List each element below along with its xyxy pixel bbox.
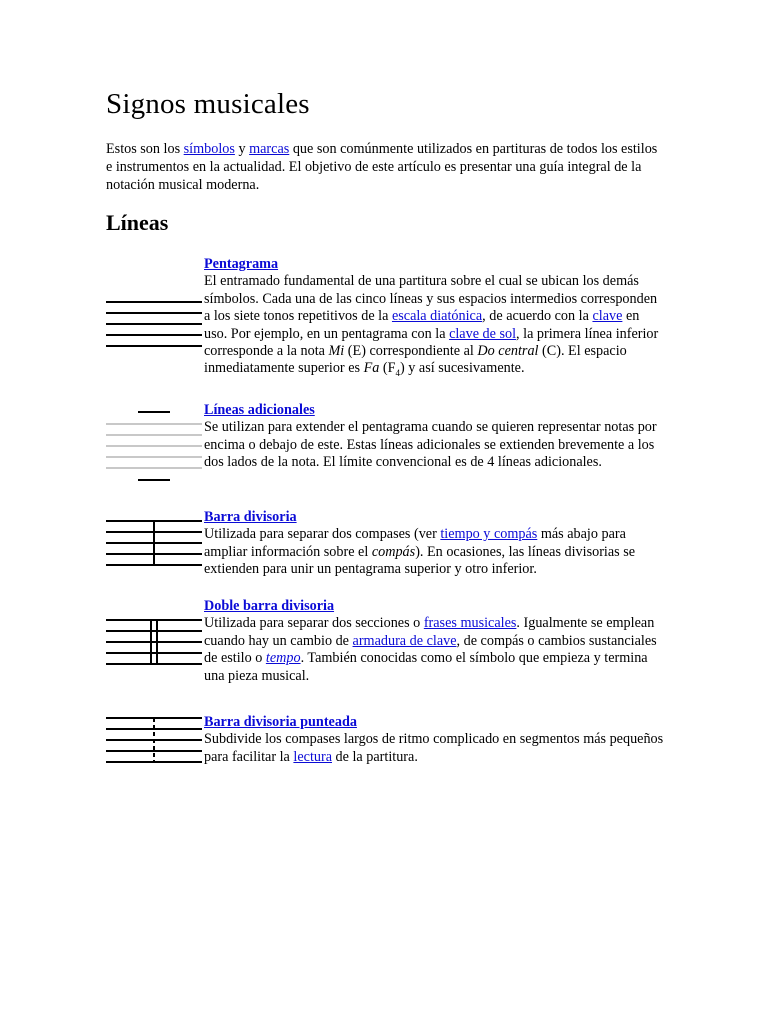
entry-text — [204, 256, 666, 383]
link-clave[interactable]: clave — [592, 308, 623, 325]
link-clave-de-sol[interactable]: clave de sol — [449, 325, 517, 342]
link-marcas[interactable]: marcas — [249, 141, 290, 157]
entry-text-part: . También conocidas como el símbolo que empieza y termina una pieza musical. — [204, 650, 648, 684]
entry-text-part: (C). El espacio inmediatamente superior es — [204, 343, 627, 377]
intro-paragraph — [106, 140, 666, 194]
entry-text — [204, 509, 666, 579]
entry-text-part: (F — [379, 360, 396, 377]
entry-text-part: más abajo para ampliar información sobre el — [204, 526, 626, 560]
entry-text-part: de la partitura. — [332, 748, 418, 765]
page-title: Signos musicales — [106, 88, 310, 120]
link-tempo[interactable]: tempo — [265, 650, 301, 667]
link-escala-diatonica[interactable]: escala diatónica — [391, 308, 483, 325]
entry-text-part: El entramado fundamental de una partitura sobre el cual se ubican los demás símbolos. Cada una de las cinco líneas y sus espacios intermedios corresponden a los siete tonos repetitivos de la — [204, 273, 658, 325]
dotted-barline-icon — [106, 717, 202, 765]
link-doble-barra-divisoria[interactable]: Doble barra divisoria — [204, 598, 335, 614]
link-frases-musicales[interactable]: frases musicales — [423, 615, 517, 632]
barline-icon — [106, 519, 202, 571]
entry-text-part: en uso. Por ejemplo, en un pentagrama con la — [204, 308, 640, 342]
entry-text — [204, 714, 666, 766]
link-pentagrama[interactable]: Pentagrama — [204, 256, 279, 272]
link-tiempo-y-compas[interactable]: tiempo y compás — [440, 526, 538, 543]
entry-text-part: Subdivide los compases largos de ritmo complicado en segmentos más pequeños para facilitar la — [204, 731, 664, 765]
link-barra-divisoria[interactable]: Barra divisoria — [204, 509, 297, 525]
entry-text-part: (E) correspondiente al — [344, 343, 478, 360]
link-simbolos[interactable]: símbolos — [183, 141, 235, 157]
entry-text-part: , la primera línea inferior corresponde a la nota — [204, 325, 659, 360]
double-barline-icon — [106, 618, 202, 670]
intro-text: que son comúnmente utilizados en partituras de todos los estilos e instrumentos en la actualidad. El objetivo de este artículo es presentar una guía integral de la notación musical moderna. — [106, 141, 658, 193]
octave-subscript: 4 — [395, 368, 400, 379]
entry-text-part: . Igualmente se emplean cuando hay un cambio de — [204, 615, 655, 649]
note-name-fa: Fa — [363, 360, 380, 377]
intro-text: Estos son los — [106, 141, 184, 157]
link-armadura-de-clave[interactable]: armadura de clave — [352, 632, 457, 649]
term-compas: compás — [371, 543, 416, 560]
section-heading-lineas: Líneas — [106, 210, 169, 235]
intro-text: y — [234, 141, 250, 157]
entry-text-part: Se utilizan para extender el pentagrama cuando se quieren representar notas por encima o debajo de este. Estas líneas adicionales se extienden brevemente a los dos lados de la nota. El límite convencional es de 4 líneas adicionales. — [204, 419, 657, 471]
link-lectura[interactable]: lectura — [293, 748, 332, 765]
entry-text — [204, 598, 666, 685]
entry-text-part: , de compás o cambios sustanciales de estilo o — [204, 632, 657, 667]
staff-icon — [106, 300, 202, 352]
link-lineas-adicionales[interactable]: Líneas adicionales — [204, 402, 315, 418]
entry-text-part: ) y así sucesivamente. — [400, 360, 525, 377]
note-name-do-central: Do central — [477, 343, 539, 360]
ledger-lines-icon — [106, 408, 202, 484]
entry-text-part: , de acuerdo con la — [482, 308, 593, 325]
entry-text-part: ). En ocasiones, las líneas divisorias se extienden para unir un pentagrama superior y otro inferior. — [204, 543, 636, 578]
entry-text-part: Utilizada para separar dos compases (ver — [204, 526, 441, 543]
note-name-mi: Mi — [328, 343, 345, 360]
link-barra-divisoria-punteada[interactable]: Barra divisoria punteada — [204, 714, 357, 730]
entry-text — [204, 402, 666, 472]
entry-text-part: Utilizada para separar dos secciones o — [204, 615, 424, 632]
